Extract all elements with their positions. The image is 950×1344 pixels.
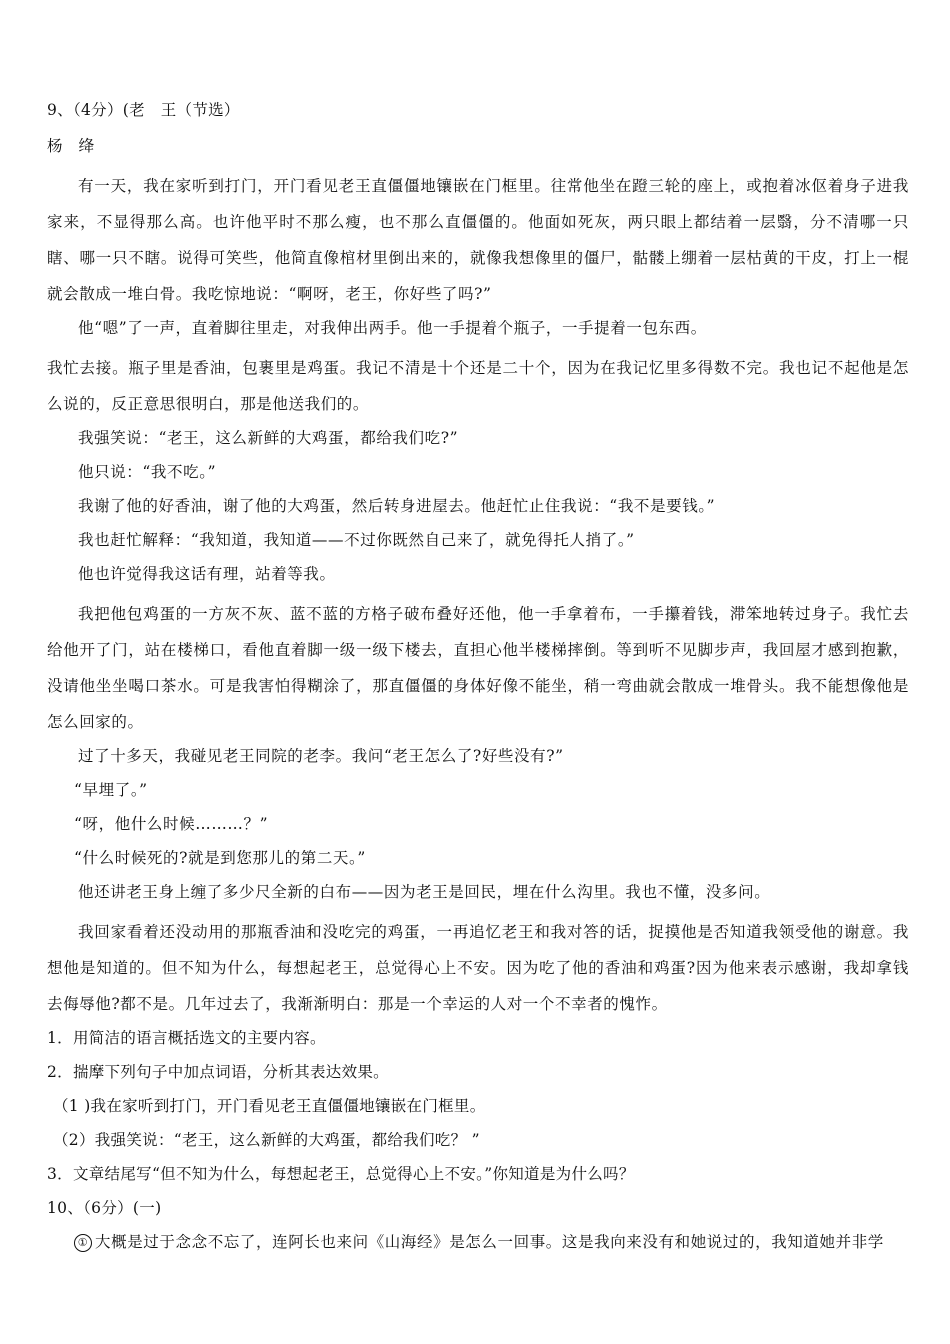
passage-paragraph-2: 他“嗯”了一声，直着脚往里走，对我伸出两手。他一手提着个瓶子，一手提着一包东西。 [78, 319, 707, 337]
question-10-heading: 10、（6分）(一) [47, 1199, 162, 1217]
passage-paragraph-7: 我也赶忙解释：“我知道，我知道——不过你既然自己来了，就免得托人捎了。” [78, 531, 635, 549]
passage-paragraph-13: “什么时候死的?就是到您那儿的第二天。” [74, 849, 366, 867]
document-page [47, 98, 909, 1264]
question-10-passage-first-line [47, 1230, 909, 1254]
passage-paragraph-10: 过了十多天，我碰见老王同院的老李。我问“老王怎么了?好些没有?” [78, 747, 564, 765]
question-9-heading: 9、（4分）(老 王（节选） [47, 101, 240, 119]
passage-paragraph-1: 有一天，我在家听到打门，开门看见老王直僵僵地镶嵌在门框里。往常他坐在蹬三轮的座上，或抱着冰伛着身子进我家来，不显得那么高。也许他平时不那么瘦，也不那么直僵僵的。他面如死灰，两只眼上都结着一层翳，分不清哪一只瞎、哪一只不瞎。说得可笑些，他简直像棺材里倒出来的，就像我想像里的僵尸，骷髅上绷着一层枯黄的干皮，打上一棍就会散成一堆白骨。我吃惊地说：“啊呀，老王，你好些了吗?” [47, 177, 909, 303]
passage-paragraph-6: 我谢了他的好香油，谢了他的大鸡蛋，然后转身进屋去。他赶忙止住我说：“我不是要钱。” [78, 497, 716, 515]
passage-paragraph-12: “呀，他什么时候………？” [74, 815, 269, 833]
passage-paragraph-5: 他只说：“我不吃。” [78, 463, 217, 481]
passage-paragraph-9: 我把他包鸡蛋的一方灰不灰、蓝不蓝的方格子破布叠好还他，他一手拿着布，一手攥着钱，滞笨地转过身子。我忙去给他开了门，站在楼梯口，看他直着脚一级一级下楼去，直担心他半楼梯摔倒。等到听不见脚步声，我回屋才感到抱歉，没请他坐坐喝口茶水。可是我害怕得糊涂了，那直僵僵的身体好像不能坐，稍一弯曲就会散成一堆骨头。我不能想像他是怎么回家的。 [47, 605, 909, 731]
passage-paragraph-4: 我强笑说：“老王，这么新鲜的大鸡蛋，都给我们吃?” [78, 429, 459, 447]
passage-paragraph-14: 他还讲老王身上缠了多少尺全新的白布——因为老王是回民，埋在什么沟里。我也不懂，没多问。 [78, 883, 771, 901]
question-10-passage-text: 大概是过于念念不忘了，连阿长也来问《山海经》是怎么一回事。这是我向来没有和她说过的，我知道她并非学 [95, 1233, 884, 1251]
question-9-3: 3．文章结尾写“但不知为什么，每想起老王，总觉得心上不安。”你知道是为什么吗？ [47, 1165, 635, 1183]
question-9-2-sentence-1: （1 )我在家听到打门，开门看见老王直僵僵地镶嵌在门框里。 [53, 1097, 486, 1115]
author-name: 杨 绛 [47, 137, 95, 155]
passage-paragraph-3: 我忙去接。瓶子里是香油，包裹里是鸡蛋。我记不清是十个还是二十个，因为在我记忆里多得数不完。我也记不起他是怎么说的，反正意思很明白，那是他送我们的。 [47, 359, 909, 413]
question-9-2: 2．揣摩下列句子中加点词语，分析其表达效果。 [47, 1063, 389, 1081]
passage-paragraph-11: “早埋了。” [74, 781, 148, 799]
circled-number-1: ① [74, 1234, 92, 1252]
question-9-1: 1．用简洁的语言概括选文的主要内容。 [47, 1029, 326, 1047]
question-9-2-sentence-2: （2）我强笑说：“老王，这么新鲜的大鸡蛋，都给我们吃？ ” [53, 1131, 480, 1149]
passage-paragraph-15: 我回家看着还没动用的那瓶香油和没吃完的鸡蛋，一再追忆老王和我对答的话，捉摸他是否知道我领受他的谢意。我想他是知道的。但不知为什么，每想起老王，总觉得心上不安。因为吃了他的香油和鸡蛋?因为他来表示感谢，我却拿钱去侮辱他?都不是。几年过去了，我渐渐明白：那是一个幸运的人对一个不幸者的愧怍。 [47, 923, 909, 1013]
passage-paragraph-8: 他也许觉得我这话有理，站着等我。 [78, 565, 336, 583]
